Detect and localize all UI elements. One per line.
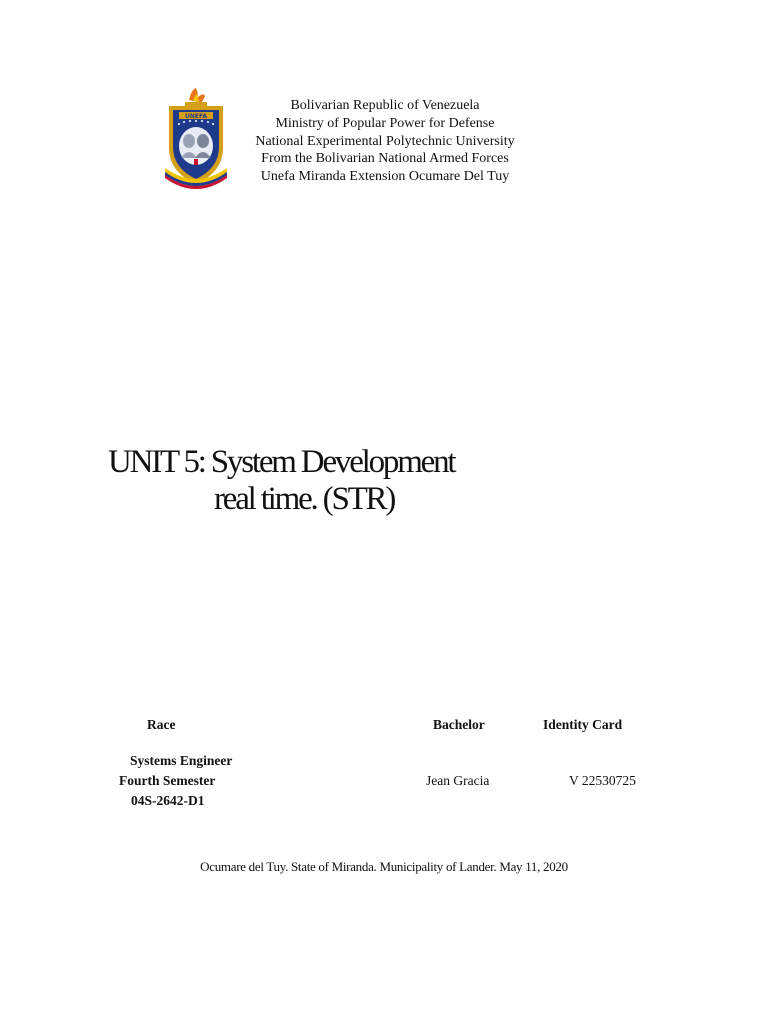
header-line-university: National Experimental Polytechnic University (255, 133, 515, 149)
bachelor-label: Bachelor (433, 717, 485, 732)
header-line-extension: Unefa Miranda Extension Ocumare Del Tuy (260, 169, 510, 185)
student-name: Jean Gracia (426, 773, 490, 788)
race-label: Race (147, 717, 176, 732)
header-line-ministry: Ministry of Popular Power for Defense (275, 115, 495, 131)
career-name: Systems Engineer (130, 753, 233, 768)
identity-card-number: V 22530725 (569, 773, 636, 788)
document-title-line-1: UNIT 5: System Development (108, 444, 455, 480)
header-line-armed-forces: From the Bolivarian National Armed Forces (261, 151, 509, 167)
place-date-footer: Ocumare del Tuy. State of Miranda. Municipality of Lander. May 11, 2020 (200, 859, 568, 874)
unefa-logo-icon (163, 86, 229, 192)
document-title-line-2: real time. (STR) (214, 481, 395, 517)
header-line-country: Bolivarian Republic of Venezuela (290, 98, 480, 113)
semester: Fourth Semester (119, 773, 216, 788)
institution-header (230, 97, 540, 186)
section-code: 04S-2642-D1 (131, 793, 205, 808)
svg-text:UNEFA: UNEFA (184, 113, 208, 120)
identity-card-label: Identity Card (543, 717, 623, 732)
